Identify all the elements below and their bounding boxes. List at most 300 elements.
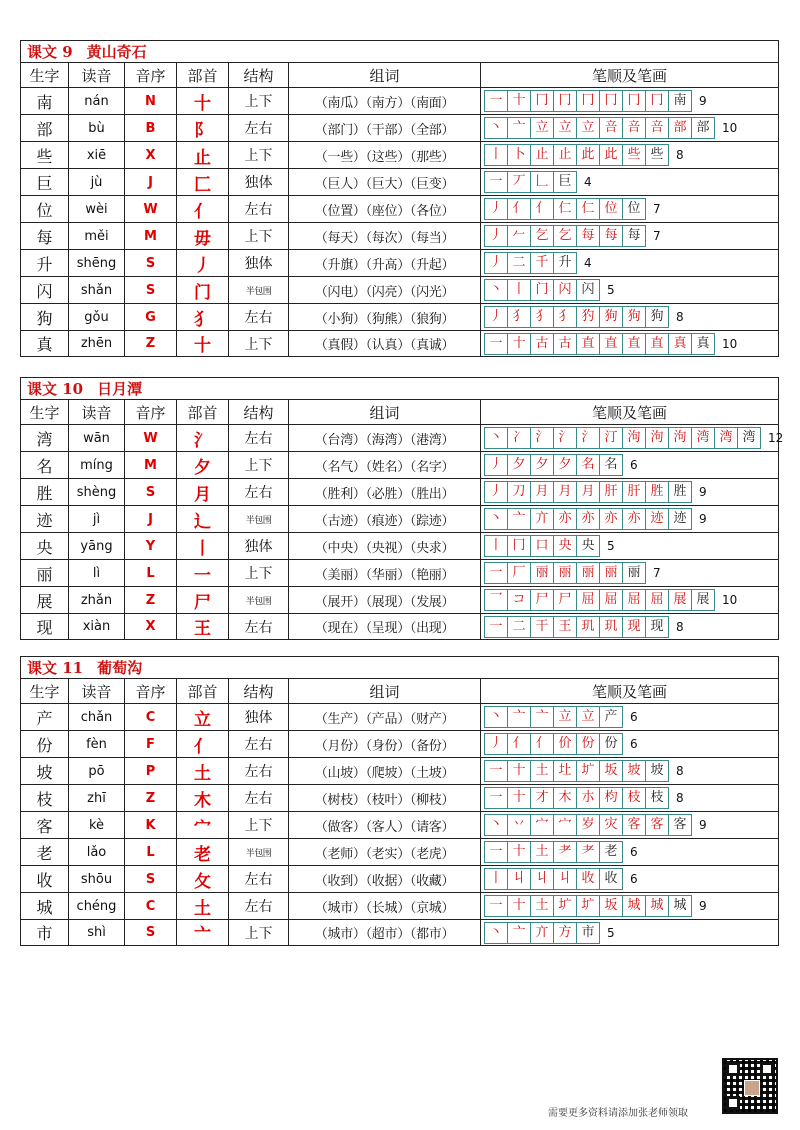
pinyin-cell: nán (69, 88, 125, 115)
stroke-order-cell (481, 893, 779, 920)
words-cell: （月份）（身份）（备份） (289, 731, 481, 758)
character-cell: 名 (21, 452, 69, 479)
stroke-step-box: 丿 (484, 481, 508, 503)
stroke-count: 7 (653, 202, 661, 216)
structure-cell: 左右 (229, 304, 289, 331)
stroke-count: 10 (722, 336, 738, 351)
character-cell: 位 (21, 196, 69, 223)
stroke-step-box: 耂 (576, 841, 600, 863)
radical-cell: 毋 (177, 223, 229, 250)
stroke-step-box: 收 (599, 868, 623, 890)
initial-letter-cell: Z (125, 331, 177, 357)
stroke-order-cell (481, 920, 779, 946)
stroke-step-box: 冫 (507, 427, 531, 449)
stroke-sequence (484, 814, 691, 836)
table-row (21, 425, 779, 452)
stroke-step-box: 丿 (484, 198, 508, 220)
pinyin-cell: zhǎn (69, 587, 125, 614)
stroke-count: 8 (676, 791, 684, 805)
stroke-step-box: 夕 (530, 454, 554, 476)
table-row (21, 115, 779, 142)
character-cell: 客 (21, 812, 69, 839)
stroke-step-box: 冂 (507, 535, 531, 557)
stroke-step-box: 卜 (507, 144, 531, 166)
lesson-table (20, 377, 784, 640)
stroke-order-cell (481, 88, 779, 115)
stroke-step-box: 城 (622, 895, 646, 917)
column-header: 结构 (229, 679, 289, 704)
stroke-step-box: 丽 (599, 562, 623, 584)
stroke-step-box: 每 (599, 225, 623, 247)
stroke-step-box: 枃 (599, 787, 623, 809)
stroke-step-box: 枝 (645, 787, 669, 809)
stroke-step-box: 丨 (484, 144, 508, 166)
pinyin-cell: lǎo (69, 839, 125, 866)
table-row (21, 893, 779, 920)
table-row (21, 277, 779, 304)
words-cell: （升旗）（升高）（升起） (289, 250, 481, 277)
initial-letter-cell: W (125, 425, 177, 452)
stroke-count: 10 (722, 121, 738, 135)
structure-cell: 半包围 (229, 506, 289, 533)
stroke-order-cell (481, 731, 779, 758)
table-header-row (21, 63, 779, 88)
pinyin-cell: xiē (69, 142, 125, 169)
words-cell: （真假）（认真）（真诚） (289, 331, 481, 357)
character-cell: 升 (21, 250, 69, 277)
radical-cell: 土 (177, 758, 229, 785)
words-cell: （做客）（客人）（请客） (289, 812, 481, 839)
stroke-step-box: 宀 (530, 814, 554, 836)
stroke-order-cell (481, 839, 779, 866)
structure-cell: 左右 (229, 758, 289, 785)
stroke-step-box: 丿 (484, 306, 508, 328)
words-cell: （一些）（这些）（那些） (289, 142, 481, 169)
radical-cell: 立 (177, 704, 229, 731)
radical-cell: 十 (177, 88, 229, 115)
stroke-step-box: 老 (599, 841, 623, 863)
stroke-order-cell (481, 142, 779, 169)
stroke-step-box: 咅 (622, 117, 646, 139)
column-header: 部首 (177, 63, 229, 88)
stroke-step-box: 犭 (553, 306, 577, 328)
radical-cell: 亻 (177, 196, 229, 223)
stroke-step-box: 丨 (507, 279, 531, 301)
character-cell: 真 (21, 331, 69, 357)
stroke-step-box: 亻 (530, 733, 554, 755)
stroke-step-box: 亦 (576, 508, 600, 530)
lesson-name: 黄山奇石 (86, 43, 147, 61)
stroke-count: 7 (653, 229, 661, 243)
stroke-step-box: 冂 (599, 90, 623, 112)
stroke-count: 12 (768, 431, 784, 445)
stroke-step-box: 丶 (484, 814, 508, 836)
stroke-step-box: 丿 (484, 252, 508, 274)
stroke-step-box: 份 (576, 733, 600, 755)
stroke-count: 6 (630, 737, 638, 751)
radical-cell: 一 (177, 560, 229, 587)
words-cell: （城市）（超市）（都市） (289, 920, 481, 946)
stroke-step-box: 升 (553, 252, 577, 274)
stroke-step-box: 屈 (645, 589, 669, 611)
stroke-order-cell (481, 304, 779, 331)
stroke-step-box: 丷 (507, 814, 531, 836)
character-cell: 迹 (21, 506, 69, 533)
pinyin-cell: gǒu (69, 304, 125, 331)
initial-letter-cell: Z (125, 587, 177, 614)
lesson-title (21, 378, 779, 400)
stroke-step-box: 展 (668, 589, 692, 611)
stroke-step-box: 丩 (530, 868, 554, 890)
character-cell: 巨 (21, 169, 69, 196)
stroke-step-box: 丆 (507, 171, 531, 193)
initial-letter-cell: B (125, 115, 177, 142)
lesson-section (20, 377, 784, 640)
stroke-step-box: 冂 (553, 90, 577, 112)
stroke-order-cell (481, 812, 779, 839)
stroke-step-box: 丶 (484, 117, 508, 139)
column-header: 读音 (69, 400, 125, 425)
stroke-step-box: 客 (622, 814, 646, 836)
words-cell: （每天）（每次）（每当） (289, 223, 481, 250)
stroke-step-box: 丩 (553, 868, 577, 890)
stroke-step-box: 每 (576, 225, 600, 247)
stroke-step-box: コ (507, 589, 531, 611)
stroke-step-box: 位 (622, 198, 646, 220)
column-header: 部首 (177, 400, 229, 425)
radical-cell: 阝 (177, 115, 229, 142)
stroke-step-box: 𠂉 (507, 225, 531, 247)
pinyin-cell: bù (69, 115, 125, 142)
stroke-step-box: 央 (553, 535, 577, 557)
stroke-step-box: 些 (645, 144, 669, 166)
initial-letter-cell: S (125, 866, 177, 893)
stroke-step-box: 干 (530, 616, 554, 638)
stroke-step-box: 宀 (553, 814, 577, 836)
stroke-step-box: 直 (622, 333, 646, 355)
stroke-step-box: 城 (668, 895, 692, 917)
stroke-step-box: 市 (576, 922, 600, 944)
character-cell: 每 (21, 223, 69, 250)
radical-cell: 尸 (177, 587, 229, 614)
character-cell: 城 (21, 893, 69, 920)
structure-cell: 上下 (229, 920, 289, 946)
stroke-count: 9 (699, 512, 707, 526)
structure-cell: 左右 (229, 785, 289, 812)
initial-letter-cell: M (125, 452, 177, 479)
stroke-step-box: 展 (691, 589, 715, 611)
stroke-step-box: 圵 (553, 760, 577, 782)
character-cell: 老 (21, 839, 69, 866)
stroke-step-box: 名 (576, 454, 600, 476)
pinyin-cell: jù (69, 169, 125, 196)
stroke-step-box: 乛 (484, 589, 508, 611)
words-cell: （台湾）（海湾）（港湾） (289, 425, 481, 452)
stroke-step-box: 丶 (484, 279, 508, 301)
stroke-step-box: 门 (530, 279, 554, 301)
stroke-count: 8 (676, 619, 684, 634)
stroke-sequence (484, 841, 622, 863)
character-cell: 狗 (21, 304, 69, 331)
initial-letter-cell: G (125, 304, 177, 331)
stroke-order-cell (481, 223, 779, 250)
stroke-step-box: 胜 (645, 481, 669, 503)
radical-cell: 氵 (177, 425, 229, 452)
stroke-count: 5 (607, 539, 615, 553)
stroke-step-box: 夕 (553, 454, 577, 476)
table-row (21, 731, 779, 758)
structure-cell: 独体 (229, 533, 289, 560)
pinyin-cell: kè (69, 812, 125, 839)
initial-letter-cell: L (125, 560, 177, 587)
stroke-step-box: 客 (668, 814, 692, 836)
pinyin-cell: yāng (69, 533, 125, 560)
stroke-step-box: 咅 (645, 117, 669, 139)
lesson-number: 课文 9 (27, 43, 73, 61)
stroke-step-box: 夕 (507, 454, 531, 476)
stroke-step-box: 丽 (622, 562, 646, 584)
table-row (21, 506, 779, 533)
initial-letter-cell: L (125, 839, 177, 866)
stroke-step-box: 尸 (530, 589, 554, 611)
stroke-order-cell (481, 587, 779, 614)
stroke-step-box: 止 (530, 144, 554, 166)
initial-letter-cell: N (125, 88, 177, 115)
words-cell: （古迹）（痕迹）（踪迹） (289, 506, 481, 533)
stroke-step-box: 坡 (622, 760, 646, 782)
stroke-step-box: 亠 (507, 922, 531, 944)
stroke-sequence (484, 171, 576, 193)
stroke-sequence (484, 868, 622, 890)
structure-cell: 上下 (229, 142, 289, 169)
table-row (21, 758, 779, 785)
table-row (21, 169, 779, 196)
character-cell: 坡 (21, 758, 69, 785)
stroke-step-box: 二 (507, 252, 531, 274)
structure-cell: 左右 (229, 614, 289, 640)
stroke-step-box: 古 (553, 333, 577, 355)
structure-cell: 左右 (229, 731, 289, 758)
stroke-count: 9 (699, 899, 707, 913)
structure-cell: 左右 (229, 115, 289, 142)
stroke-sequence (484, 589, 714, 611)
character-cell: 收 (21, 866, 69, 893)
lesson-section (20, 656, 778, 946)
avatar (744, 1080, 760, 1096)
pinyin-cell: shèng (69, 479, 125, 506)
stroke-step-box: 立 (576, 706, 600, 728)
stroke-step-box: 十 (507, 90, 531, 112)
stroke-order-cell (481, 533, 779, 560)
stroke-step-box: 狗 (599, 306, 623, 328)
stroke-count: 4 (584, 256, 592, 270)
stroke-order-cell (481, 866, 779, 893)
stroke-step-box: 丩 (507, 868, 531, 890)
stroke-step-box: 犳 (576, 306, 600, 328)
column-header: 组词 (289, 63, 481, 88)
stroke-step-box: 部 (668, 117, 692, 139)
column-header: 生字 (21, 679, 69, 704)
stroke-count: 9 (699, 94, 707, 108)
stroke-step-box: 耂 (553, 841, 577, 863)
stroke-step-box: 犭 (507, 306, 531, 328)
radical-cell: 月 (177, 479, 229, 506)
lesson-table (20, 40, 779, 357)
stroke-count: 6 (630, 458, 638, 472)
words-cell: （位置）（座位）（各位） (289, 196, 481, 223)
stroke-step-box: 客 (645, 814, 669, 836)
stroke-sequence (484, 787, 668, 809)
column-header: 读音 (69, 679, 125, 704)
stroke-step-box: 玑 (576, 616, 600, 638)
stroke-step-box: 此 (599, 144, 623, 166)
lesson-table (20, 656, 779, 946)
stroke-step-box: 枝 (622, 787, 646, 809)
stroke-step-box: 乞 (553, 225, 577, 247)
words-cell: （胜利）（必胜）（胜出） (289, 479, 481, 506)
stroke-step-box: 十 (507, 333, 531, 355)
stroke-order-cell (481, 250, 779, 277)
words-cell: （收到）（收据）（收藏） (289, 866, 481, 893)
stroke-step-box: 一 (484, 562, 508, 584)
stroke-step-box: 朩 (576, 787, 600, 809)
stroke-step-box: 收 (576, 868, 600, 890)
character-cell: 份 (21, 731, 69, 758)
stroke-step-box: 一 (484, 760, 508, 782)
pinyin-cell: chéng (69, 893, 125, 920)
structure-cell: 左右 (229, 893, 289, 920)
stroke-step-box: 刀 (507, 481, 531, 503)
character-cell: 胜 (21, 479, 69, 506)
structure-cell: 上下 (229, 452, 289, 479)
table-header-row (21, 679, 779, 704)
stroke-sequence (484, 706, 622, 728)
lesson-name: 日月潭 (97, 380, 143, 398)
table-row (21, 88, 779, 115)
stroke-step-box: 坡 (645, 760, 669, 782)
table-row (21, 812, 779, 839)
character-cell: 产 (21, 704, 69, 731)
column-header: 笔顺及笔画 (481, 63, 779, 88)
character-cell: 部 (21, 115, 69, 142)
stroke-step-box: 亠 (530, 706, 554, 728)
stroke-sequence (484, 117, 714, 139)
initial-letter-cell: K (125, 812, 177, 839)
stroke-step-box: 迹 (668, 508, 692, 530)
stroke-order-cell (481, 196, 779, 223)
column-header: 读音 (69, 63, 125, 88)
stroke-step-box: 泃 (622, 427, 646, 449)
column-header: 组词 (289, 679, 481, 704)
stroke-step-box: 些 (622, 144, 646, 166)
stroke-count: 6 (630, 710, 638, 724)
stroke-sequence (484, 616, 668, 638)
stroke-step-box: 现 (622, 616, 646, 638)
stroke-count: 9 (699, 485, 707, 499)
stroke-count: 6 (630, 845, 638, 859)
stroke-step-box: 二 (507, 616, 531, 638)
stroke-count: 6 (630, 872, 638, 886)
pinyin-cell: shēng (69, 250, 125, 277)
lesson-number: 课文 11 (27, 659, 84, 677)
footer-note: 需要更多资料请添加张老师领取 (548, 1108, 688, 1119)
stroke-step-box: 屈 (599, 589, 623, 611)
stroke-order-cell (481, 452, 779, 479)
lesson-title-row (21, 657, 779, 679)
stroke-count: 8 (676, 310, 684, 324)
stroke-step-box: 丨 (484, 868, 508, 890)
column-header: 笔顺及笔画 (481, 400, 779, 425)
stroke-step-box: 尸 (553, 589, 577, 611)
table-row (21, 839, 779, 866)
stroke-step-box: 丿 (484, 733, 508, 755)
stroke-step-box: 氵 (576, 427, 600, 449)
table-row (21, 785, 779, 812)
stroke-step-box: 立 (576, 117, 600, 139)
structure-cell: 半包围 (229, 839, 289, 866)
stroke-step-box: 一 (484, 90, 508, 112)
table-row (21, 250, 779, 277)
stroke-step-box: 灾 (599, 814, 623, 836)
lesson-title-row (21, 41, 779, 63)
stroke-step-box: 月 (576, 481, 600, 503)
character-cell: 央 (21, 533, 69, 560)
stroke-step-box: 厂 (507, 562, 531, 584)
column-header: 音序 (125, 63, 177, 88)
stroke-step-box: 每 (622, 225, 646, 247)
stroke-step-box: 狗 (622, 306, 646, 328)
stroke-step-box: 亣 (530, 508, 554, 530)
stroke-step-box: 一 (484, 333, 508, 355)
radical-cell: 亻 (177, 731, 229, 758)
initial-letter-cell: F (125, 731, 177, 758)
stroke-sequence (484, 252, 576, 274)
column-header: 笔顺及笔画 (481, 679, 779, 704)
stroke-step-box: 亦 (553, 508, 577, 530)
pinyin-cell: wèi (69, 196, 125, 223)
initial-letter-cell: X (125, 142, 177, 169)
initial-letter-cell: C (125, 893, 177, 920)
stroke-order-cell (481, 506, 779, 533)
stroke-step-box: 圹 (553, 895, 577, 917)
table-row (21, 304, 779, 331)
stroke-step-box: 坂 (599, 895, 623, 917)
words-cell: （闪电）（闪亮）（闪光） (289, 277, 481, 304)
stroke-step-box: 才 (530, 787, 554, 809)
stroke-step-box: 直 (599, 333, 623, 355)
stroke-step-box: 巨 (553, 171, 577, 193)
stroke-step-box: 止 (553, 144, 577, 166)
radical-cell: 王 (177, 614, 229, 640)
stroke-step-box: 王 (553, 616, 577, 638)
words-cell: （展开）（展现）（发展） (289, 587, 481, 614)
radical-cell: 土 (177, 893, 229, 920)
pinyin-cell: fèn (69, 731, 125, 758)
table-row (21, 920, 779, 946)
stroke-step-box: 丽 (576, 562, 600, 584)
stroke-step-box: 城 (645, 895, 669, 917)
radical-cell: 丿 (177, 250, 229, 277)
stroke-step-box: 现 (645, 616, 669, 638)
stroke-step-box: 一 (484, 895, 508, 917)
stroke-step-box: 土 (530, 895, 554, 917)
table-row (21, 704, 779, 731)
stroke-count: 7 (653, 566, 661, 580)
initial-letter-cell: S (125, 920, 177, 946)
stroke-sequence (484, 508, 691, 530)
words-cell: （老师）（老实）（老虎） (289, 839, 481, 866)
pinyin-cell: shōu (69, 866, 125, 893)
